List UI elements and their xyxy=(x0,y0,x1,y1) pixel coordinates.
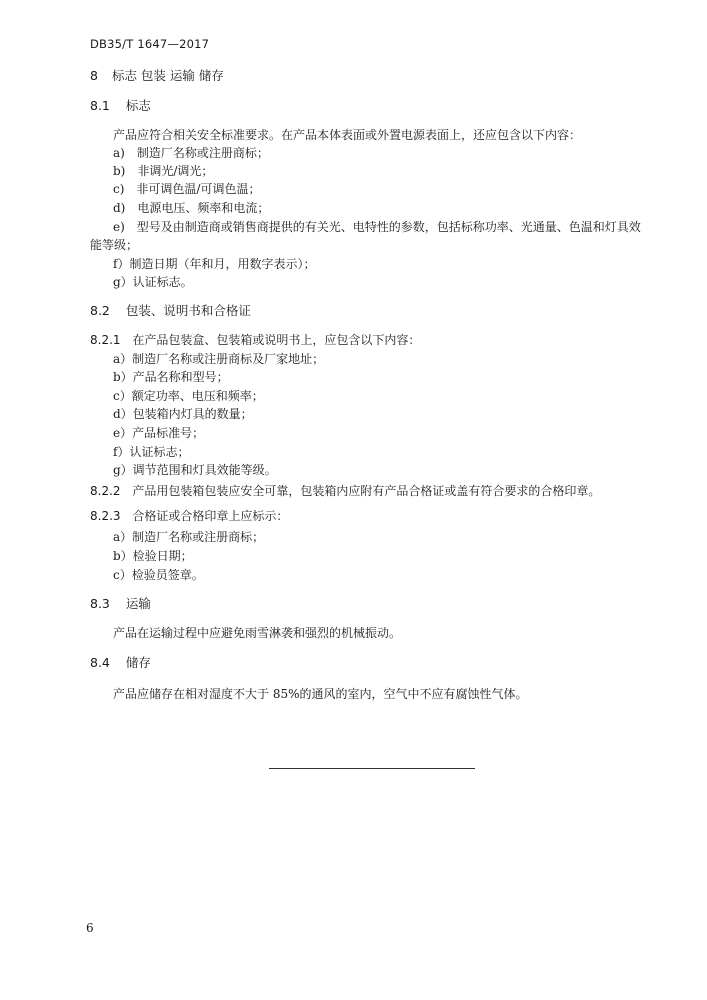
section-8-1-heading xyxy=(90,98,151,114)
standard-code-header: DB35/T 1647—2017 xyxy=(90,37,210,51)
section-number: 8.2.3 xyxy=(90,509,121,523)
section-text: 合格证或合格印章上应标示： xyxy=(132,509,289,523)
section-text: 在产品包装盒、包装箱或说明书上，应包含以下内容： xyxy=(132,333,421,347)
list-item: c）检验员签章。 xyxy=(113,568,204,582)
section-8-heading xyxy=(90,68,224,84)
section-number: 8.2.1 xyxy=(90,333,121,347)
section-8-3-text: 产品在运输过程中应避免雨雪淋袭和强烈的机械振动。 xyxy=(113,626,402,640)
list-item: d) 电源电压、频率和电流； xyxy=(113,201,270,215)
section-8-2-1 xyxy=(90,332,420,348)
section-number: 8.4 xyxy=(90,655,110,670)
section-8-4-heading xyxy=(90,655,151,671)
list-item: d）包装箱内灯具的数量； xyxy=(113,407,253,421)
section-8-4-text: 产品应储存在相对湿度不大于 85%的通风的室内，空气中不应有腐蚀性气体。 xyxy=(113,687,528,701)
list-item: e) 型号及由制造商或销售商提供的有关光、电特性的参数，包括标称功率、光通量、色温和灯具效 xyxy=(113,220,641,234)
section-8-2-2 xyxy=(90,483,600,499)
end-of-document-divider xyxy=(269,768,475,769)
section-title: 储存 xyxy=(125,655,151,670)
list-item: g）调节范围和灯具效能等级。 xyxy=(113,463,277,477)
list-item: f）制造日期（年和月，用数字表示）； xyxy=(113,257,316,271)
section-number: 8.3 xyxy=(90,596,110,611)
list-item: b）检验日期； xyxy=(113,549,193,563)
section-8-1-intro: 产品应符合相关安全标准要求。在产品本体表面或外置电源表面上，还应包含以下内容： xyxy=(113,128,582,142)
list-item: a）制造厂名称或注册商标； xyxy=(113,530,265,544)
list-item: a）制造厂名称或注册商标及厂家地址； xyxy=(113,352,325,366)
section-8-2-heading xyxy=(90,303,251,319)
section-title: 标志 xyxy=(125,98,151,113)
list-item: g）认证标志。 xyxy=(113,275,193,289)
section-8-2-3 xyxy=(90,508,288,524)
section-title: 包装、说明书和合格证 xyxy=(125,303,251,318)
list-item: e）产品标准号； xyxy=(113,426,205,440)
section-text: 产品用包装箱包装应安全可靠，包装箱内应附有产品合格证或盖有符合要求的合格印章。 xyxy=(132,484,601,498)
list-item: c）额定功率、电压和频率； xyxy=(113,389,264,403)
section-number: 8 xyxy=(90,68,98,83)
section-8-3-heading xyxy=(90,596,151,612)
page-number: 6 xyxy=(86,921,94,935)
list-item: a) 制造厂名称或注册商标； xyxy=(113,146,269,160)
section-title: 运输 xyxy=(125,596,151,611)
list-item: c) 非可调色温/可调色温； xyxy=(113,182,261,196)
list-item: b）产品名称和型号； xyxy=(113,370,229,384)
section-number: 8.1 xyxy=(90,98,110,113)
list-item: f）认证标志； xyxy=(113,445,190,459)
section-number: 8.2 xyxy=(90,303,110,318)
section-number: 8.2.2 xyxy=(90,484,121,498)
section-title: 标志 包装 运输 储存 xyxy=(111,68,224,83)
list-item-continuation: 能等级； xyxy=(90,238,139,252)
list-item: b) 非调光/调光； xyxy=(113,164,214,178)
